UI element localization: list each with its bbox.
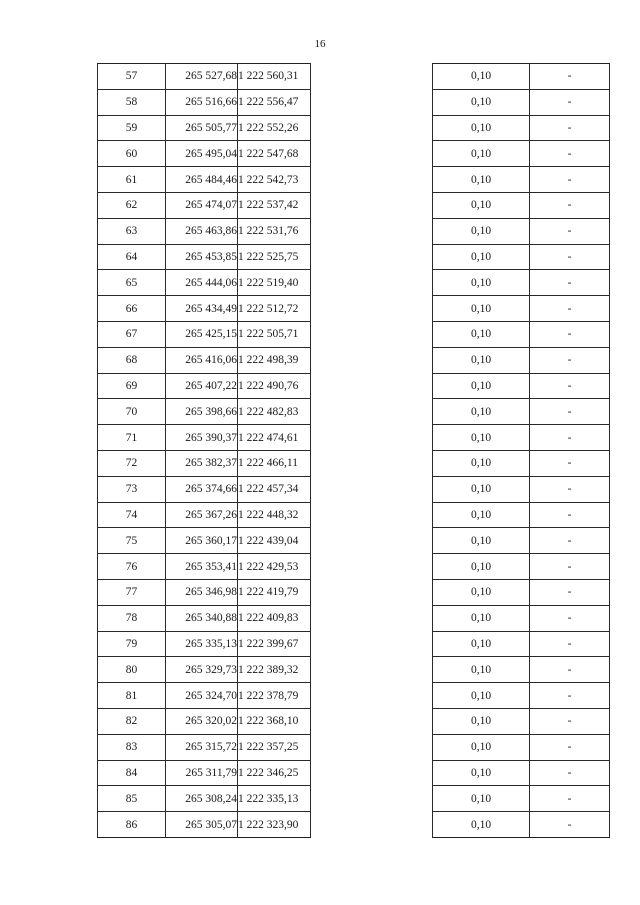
x-coordinate: 265 398,66 [166, 399, 238, 425]
empty-cell [311, 760, 433, 786]
point-number: 65 [98, 270, 166, 296]
x-coordinate: 265 320,02 [166, 708, 238, 734]
x-coordinate: 265 474,07 [166, 192, 238, 218]
accuracy-value: 0,10 [433, 554, 530, 580]
empty-cell [311, 579, 433, 605]
note-dash: - [530, 64, 610, 90]
accuracy-value: 0,10 [433, 347, 530, 373]
x-coordinate: 265 311,79 [166, 760, 238, 786]
point-number: 71 [98, 425, 166, 451]
x-coordinate: 265 308,24 [166, 786, 238, 812]
x-coordinate: 265 495,04 [166, 141, 238, 167]
y-coordinate: 1 222 505,71 [238, 321, 311, 347]
point-number: 76 [98, 554, 166, 580]
table-row [98, 347, 610, 373]
accuracy-value: 0,10 [433, 528, 530, 554]
point-number: 61 [98, 167, 166, 193]
y-coordinate: 1 222 482,83 [238, 399, 311, 425]
note-dash: - [530, 373, 610, 399]
empty-cell [311, 347, 433, 373]
point-number: 77 [98, 579, 166, 605]
note-dash: - [530, 399, 610, 425]
table-row [98, 502, 610, 528]
table-row [98, 167, 610, 193]
empty-cell [311, 554, 433, 580]
accuracy-value: 0,10 [433, 786, 530, 812]
note-dash: - [530, 812, 610, 838]
y-coordinate: 1 222 389,32 [238, 657, 311, 683]
note-dash: - [530, 734, 610, 760]
y-coordinate: 1 222 399,67 [238, 631, 311, 657]
note-dash: - [530, 192, 610, 218]
empty-cell [311, 528, 433, 554]
table-row [98, 425, 610, 451]
accuracy-value: 0,10 [433, 115, 530, 141]
y-coordinate: 1 222 519,40 [238, 270, 311, 296]
x-coordinate: 265 329,73 [166, 657, 238, 683]
empty-cell [311, 708, 433, 734]
y-coordinate: 1 222 552,26 [238, 115, 311, 141]
point-number: 78 [98, 605, 166, 631]
table-row [98, 605, 610, 631]
point-number: 86 [98, 812, 166, 838]
point-number: 82 [98, 708, 166, 734]
table-row [98, 657, 610, 683]
empty-cell [311, 734, 433, 760]
note-dash: - [530, 708, 610, 734]
table-row [98, 554, 610, 580]
note-dash: - [530, 476, 610, 502]
empty-cell [311, 192, 433, 218]
point-number: 58 [98, 89, 166, 115]
note-dash: - [530, 631, 610, 657]
point-number: 81 [98, 683, 166, 709]
point-number: 60 [98, 141, 166, 167]
point-number: 80 [98, 657, 166, 683]
x-coordinate: 265 463,86 [166, 218, 238, 244]
empty-cell [311, 167, 433, 193]
table-row [98, 631, 610, 657]
empty-cell [311, 605, 433, 631]
note-dash: - [530, 347, 610, 373]
coordinates-table-body [98, 64, 610, 838]
x-coordinate: 265 484,46 [166, 167, 238, 193]
y-coordinate: 1 222 448,32 [238, 502, 311, 528]
accuracy-value: 0,10 [433, 760, 530, 786]
empty-cell [311, 296, 433, 322]
point-number: 57 [98, 64, 166, 90]
y-coordinate: 1 222 466,11 [238, 450, 311, 476]
accuracy-value: 0,10 [433, 579, 530, 605]
note-dash: - [530, 321, 610, 347]
empty-cell [311, 89, 433, 115]
point-number: 74 [98, 502, 166, 528]
note-dash: - [530, 296, 610, 322]
accuracy-value: 0,10 [433, 141, 530, 167]
accuracy-value: 0,10 [433, 425, 530, 451]
table-row [98, 141, 610, 167]
coordinates-table [97, 63, 610, 838]
note-dash: - [530, 244, 610, 270]
table-row [98, 218, 610, 244]
table-row [98, 528, 610, 554]
x-coordinate: 265 407,22 [166, 373, 238, 399]
x-coordinate: 265 305,07 [166, 812, 238, 838]
y-coordinate: 1 222 368,10 [238, 708, 311, 734]
accuracy-value: 0,10 [433, 631, 530, 657]
point-number: 66 [98, 296, 166, 322]
note-dash: - [530, 605, 610, 631]
empty-cell [311, 270, 433, 296]
x-coordinate: 265 315,72 [166, 734, 238, 760]
page-number: 16 [314, 38, 326, 50]
x-coordinate: 265 353,41 [166, 554, 238, 580]
point-number: 70 [98, 399, 166, 425]
table-row [98, 812, 610, 838]
x-coordinate: 265 453,85 [166, 244, 238, 270]
accuracy-value: 0,10 [433, 218, 530, 244]
note-dash: - [530, 579, 610, 605]
x-coordinate: 265 335,13 [166, 631, 238, 657]
accuracy-value: 0,10 [433, 683, 530, 709]
point-number: 79 [98, 631, 166, 657]
y-coordinate: 1 222 409,83 [238, 605, 311, 631]
note-dash: - [530, 786, 610, 812]
note-dash: - [530, 167, 610, 193]
empty-cell [311, 244, 433, 270]
point-number: 75 [98, 528, 166, 554]
x-coordinate: 265 505,77 [166, 115, 238, 141]
empty-cell [311, 64, 433, 90]
table-row [98, 734, 610, 760]
empty-cell [311, 812, 433, 838]
empty-cell [311, 399, 433, 425]
table-row [98, 760, 610, 786]
y-coordinate: 1 222 560,31 [238, 64, 311, 90]
y-coordinate: 1 222 525,75 [238, 244, 311, 270]
x-coordinate: 265 416,06 [166, 347, 238, 373]
point-number: 84 [98, 760, 166, 786]
table-row [98, 476, 610, 502]
accuracy-value: 0,10 [433, 192, 530, 218]
note-dash: - [530, 528, 610, 554]
table-row [98, 450, 610, 476]
accuracy-value: 0,10 [433, 399, 530, 425]
y-coordinate: 1 222 490,76 [238, 373, 311, 399]
accuracy-value: 0,10 [433, 244, 530, 270]
note-dash: - [530, 141, 610, 167]
note-dash: - [530, 270, 610, 296]
empty-cell [311, 218, 433, 244]
point-number: 59 [98, 115, 166, 141]
x-coordinate: 265 360,17 [166, 528, 238, 554]
table-row [98, 708, 610, 734]
accuracy-value: 0,10 [433, 734, 530, 760]
y-coordinate: 1 222 498,39 [238, 347, 311, 373]
empty-cell [311, 321, 433, 347]
x-coordinate: 265 444,06 [166, 270, 238, 296]
note-dash: - [530, 89, 610, 115]
y-coordinate: 1 222 378,79 [238, 683, 311, 709]
empty-cell [311, 450, 433, 476]
accuracy-value: 0,10 [433, 708, 530, 734]
table-row [98, 270, 610, 296]
table-row [98, 579, 610, 605]
note-dash: - [530, 657, 610, 683]
accuracy-value: 0,10 [433, 270, 530, 296]
y-coordinate: 1 222 556,47 [238, 89, 311, 115]
point-number: 67 [98, 321, 166, 347]
note-dash: - [530, 450, 610, 476]
table-row [98, 64, 610, 90]
x-coordinate: 265 382,37 [166, 450, 238, 476]
table-row [98, 89, 610, 115]
note-dash: - [530, 683, 610, 709]
y-coordinate: 1 222 419,79 [238, 579, 311, 605]
y-coordinate: 1 222 531,76 [238, 218, 311, 244]
accuracy-value: 0,10 [433, 64, 530, 90]
point-number: 83 [98, 734, 166, 760]
accuracy-value: 0,10 [433, 321, 530, 347]
table-row [98, 786, 610, 812]
y-coordinate: 1 222 429,53 [238, 554, 311, 580]
accuracy-value: 0,10 [433, 296, 530, 322]
y-coordinate: 1 222 537,42 [238, 192, 311, 218]
y-coordinate: 1 222 547,68 [238, 141, 311, 167]
y-coordinate: 1 222 457,34 [238, 476, 311, 502]
x-coordinate: 265 434,49 [166, 296, 238, 322]
empty-cell [311, 657, 433, 683]
x-coordinate: 265 346,98 [166, 579, 238, 605]
point-number: 72 [98, 450, 166, 476]
empty-cell [311, 786, 433, 812]
empty-cell [311, 115, 433, 141]
point-number: 69 [98, 373, 166, 399]
x-coordinate: 265 516,66 [166, 89, 238, 115]
note-dash: - [530, 115, 610, 141]
note-dash: - [530, 218, 610, 244]
y-coordinate: 1 222 439,04 [238, 528, 311, 554]
y-coordinate: 1 222 323,90 [238, 812, 311, 838]
table-row [98, 399, 610, 425]
table-row [98, 244, 610, 270]
accuracy-value: 0,10 [433, 657, 530, 683]
x-coordinate: 265 340,88 [166, 605, 238, 631]
note-dash: - [530, 502, 610, 528]
point-number: 62 [98, 192, 166, 218]
y-coordinate: 1 222 512,72 [238, 296, 311, 322]
y-coordinate: 1 222 335,13 [238, 786, 311, 812]
x-coordinate: 265 324,70 [166, 683, 238, 709]
accuracy-value: 0,10 [433, 450, 530, 476]
x-coordinate: 265 374,66 [166, 476, 238, 502]
empty-cell [311, 373, 433, 399]
point-number: 85 [98, 786, 166, 812]
x-coordinate: 265 425,15 [166, 321, 238, 347]
x-coordinate: 265 390,37 [166, 425, 238, 451]
empty-cell [311, 476, 433, 502]
accuracy-value: 0,10 [433, 167, 530, 193]
y-coordinate: 1 222 346,25 [238, 760, 311, 786]
x-coordinate: 265 367,26 [166, 502, 238, 528]
point-number: 73 [98, 476, 166, 502]
empty-cell [311, 502, 433, 528]
x-coordinate: 265 527,68 [166, 64, 238, 90]
accuracy-value: 0,10 [433, 605, 530, 631]
note-dash: - [530, 425, 610, 451]
table-row [98, 373, 610, 399]
empty-cell [311, 683, 433, 709]
y-coordinate: 1 222 474,61 [238, 425, 311, 451]
note-dash: - [530, 760, 610, 786]
table-row [98, 115, 610, 141]
accuracy-value: 0,10 [433, 89, 530, 115]
table-row [98, 321, 610, 347]
point-number: 63 [98, 218, 166, 244]
accuracy-value: 0,10 [433, 373, 530, 399]
empty-cell [311, 631, 433, 657]
accuracy-value: 0,10 [433, 476, 530, 502]
empty-cell [311, 425, 433, 451]
table-row [98, 296, 610, 322]
point-number: 64 [98, 244, 166, 270]
accuracy-value: 0,10 [433, 502, 530, 528]
y-coordinate: 1 222 357,25 [238, 734, 311, 760]
note-dash: - [530, 554, 610, 580]
empty-cell [311, 141, 433, 167]
point-number: 68 [98, 347, 166, 373]
accuracy-value: 0,10 [433, 812, 530, 838]
table-row [98, 192, 610, 218]
table-row [98, 683, 610, 709]
y-coordinate: 1 222 542,73 [238, 167, 311, 193]
